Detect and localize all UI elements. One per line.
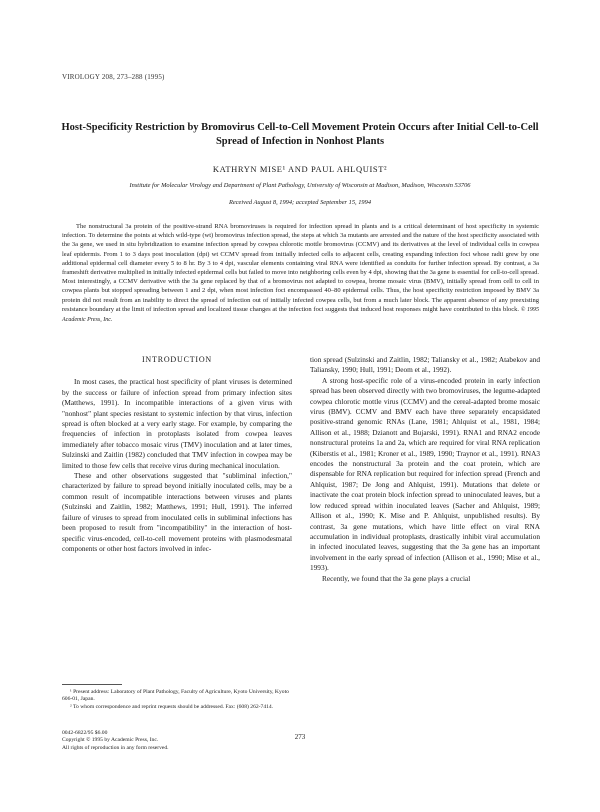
section-heading-introduction: INTRODUCTION [141,355,213,364]
footnote: ¹ Present address: Laboratory of Plant Pathology, Faculty of Agriculture, Kyoto University, Kyoto 606-01, Japan. [62,689,289,703]
imprint-line: All rights of reproduction in any form reserved. [62,744,169,751]
author-affiliation: Institute for Molecular Virology and Department of Plant Pathology, University of Wisconsin at Madison, Madison, Wisconsin 53706 [129,182,471,189]
imprint-line: Copyright © 1995 by Academic Press, Inc. [62,737,159,744]
body-paragraph: Recently, we found that the 3a gene plays a crucial [322,573,471,583]
abstract-copyright: © 1995 Academic Press, Inc. [62,306,539,324]
imprint-line: 0042-6822/95 $6.00 [62,730,108,736]
received-dates: Received August 8, 1994; accepted September 15, 1994 [228,199,372,206]
paper-title: Host-Specificity Restriction by Bromovirus Cell-to-Cell Movement Protein Occurs after Initial Cell-to-Cell Spread of Infection in Nonhost Plants [61,122,539,147]
journal-reference: VIROLOGY 208, 273–288 (1995) [62,73,165,81]
right-column [310,355,540,584]
footnotes [62,689,292,713]
footnote-divider [62,684,122,685]
author-list: KATHRYN MISE¹ AND PAUL AHLQUIST² [212,164,388,174]
abstract [62,222,539,325]
abstract-body: The nonstructural 3a protein of the positive-strand RNA bromoviruses is required for infection spread in plants and is a critical determinant of host specificity in systemic infection. To determine the points at which wild-type (wt) bromovirus infection spread, the steps at which 3a mutants are arrested and the nature of the host specificity associated with the 3a gene, we used in situ hybridization to examine infection spread by cowpea chlorotic mottle bromovirus (CCMV) and its derivatives at the level of individual cells in cowpea leaf epidermis. From 1 to 3 days post inoculation (dpi) wt CCMV spread from initially infected cells to adjacent cells, creating expanding infection foci whose radii grew by one additional epidermal cell diameter every 5 to 8 hr. By 3 to 4 dpi, vascular elements containing viral RNA were identified as conduits for further infection spread. By contrast, a 3a frameshift derivative multiplied in initially infected epidermal cells but failed to move into neighboring cells even by 4 dpi, showing that the 3a gene is essential for cell-to-cell spread. Most interestingly, a CCMV derivative with the 3a gene replaced by that of a bromovirus not adapted to cowpea, brome mosaic virus (BMV), initially spread from cell to cell in cowpea plants but stopped spreading between 1 and 2 dpi, when most infection foci encompassed 40–80 epidermal cells. Thus, the host specificity restriction imposed by BMV 3a protein did not result from an inability to direct the spread of infection out of initially infected cowpea cells, but from a much later block. The apparent absence of any preexisting resistance boundary at the limit of infection spread and localized tissue changes at the infection foci suggests that induced host responses might have contributed to this block. [62,223,539,313]
abstract-text [62,222,539,325]
body-paragraph: A strong host-specific role of a virus-encoded protein in early infection spread has been observed directly with two bromoviruses, the legume-adapted cowpea chlorotic mottle virus (CCMV) and the cereal-adapted brome mosaic virus (BMV). CCMV and BMV each have three separately encapsidated positive-strand genomic RNAs (Lane, 1981; Ahlquist et al., 1981, 1984; Allison et al., 1988; Dzianott and Bujarski, 1991). RNA1 and RNA2 encode nonstructural proteins 1a and 2a, which are required for viral RNA replication (Kiberstis et al., 1981; Kroner et al., 1989, 1990; Traynor et al., 1991). RNA3 encodes the nonstructural 3a protein and the coat protein, which are dispensable for RNA replication but required for infection spread (French and Ahlquist, 1987; De Jong and Ahlquist, 1991). Mutations that delete or inactivate the coat protein block infection spread to uninoculated leaves, but a low reduced spread within inoculated leaves (Sacher and Ahlquist, 1989; Allison et al., 1990; K. Mise and P. Ahlquist, unpublished results). By contrast, 3a gene mutations, which have little effect on viral RNA accumulation in individual protoplasts, drastically inhibit viral accumulation in infected inoculated leaves, suggesting that the 3a gene has an important involvement in the early spread of infection (Allison et al., 1990; Mise et al., 1993). [310,375,540,573]
body-paragraph: tion spread (Sulzinski and Zaitlin, 1982; Taliansky et al., 1982; Atabekov and Taliansky, 1990; Hull, 1991; Deom et al., 1992). [310,355,540,375]
body-paragraph: These and other observations suggested that "subliminal infection," characterized by failure to spread beyond initially inoculated cells, may be a common result of incompatible interactions between viruses and plants (Sulzinski and Zaitlin, 1982; Matthews, 1991; Hull, 1991). The inferred failure of viruses to spread from inoculated cells in subliminal infections has been proposed to result from "incompatibility" in the interaction of host-specific virus-encoded, cell-to-cell movement proteins with plasmodesmatal components or other host factors involved in infec- [62,471,292,553]
page-number: 273 [294,733,306,741]
left-column [62,355,292,554]
footnote: ² To whom correspondence and reprint requests should be addressed. Fax: (608) 262-7414. [70,704,274,711]
body-paragraph: In most cases, the practical host specificity of plant viruses is determined by the success or failure of infection spread from primary infection sites (Matthews, 1991). In incompatible interactions of a given virus with "nonhost" plant species resistant to systemic infection by that virus, infection spread is often blocked at a very early stage. For example, by comparing the frequencies of infection in protoplasts isolated from cowpea leaves immediately after tobacco mosaic virus (TMV) inoculation and at later times, Sulzinski and Zaitlin (1982) concluded that TMV infection in cowpea may be limited to those few cells that receive virus during mechanical inoculation. [62,377,292,470]
